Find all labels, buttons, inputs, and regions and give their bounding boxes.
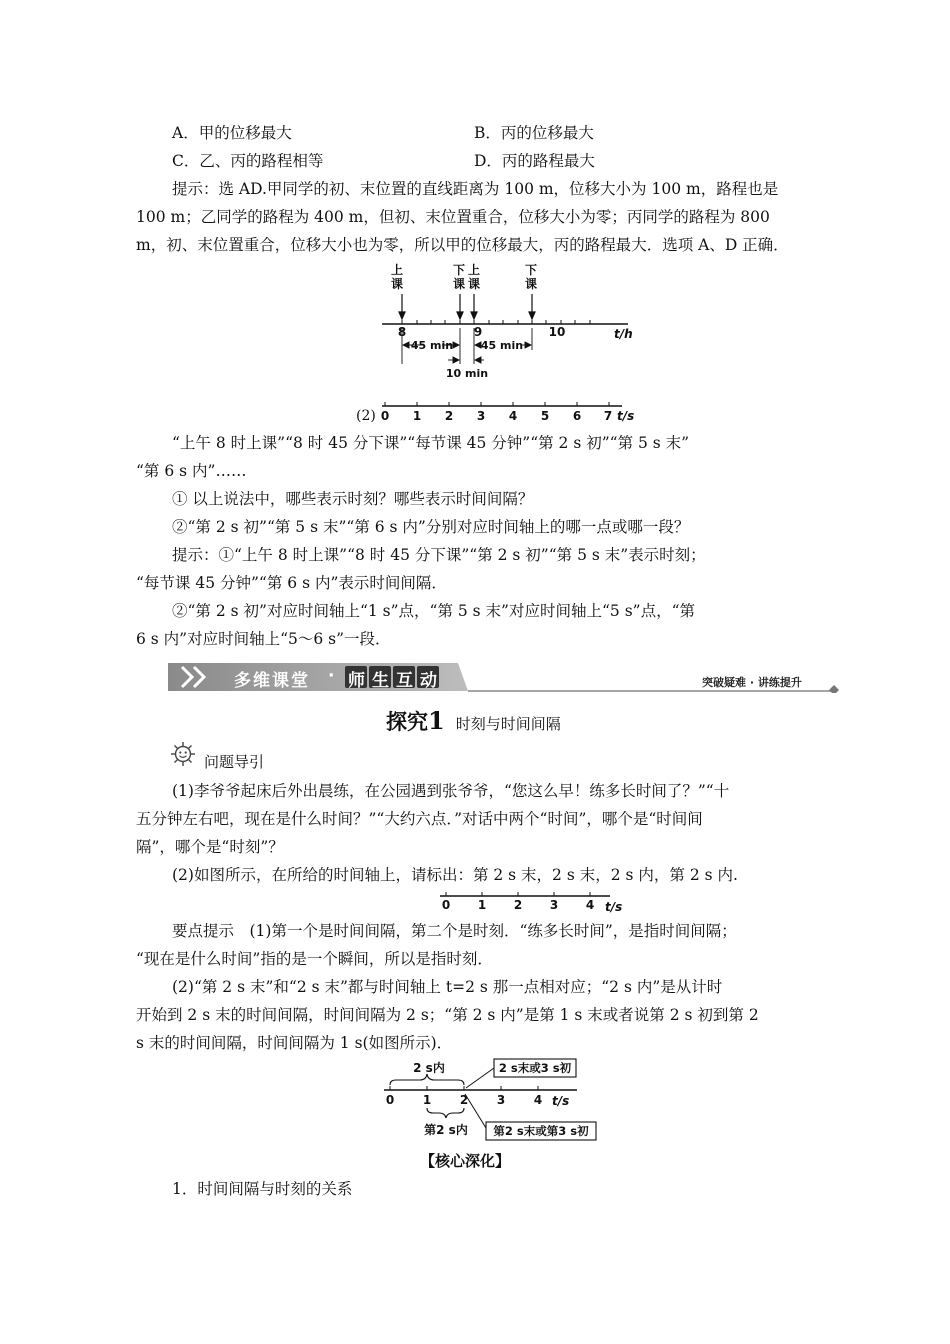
guide-line: 隔”，哪个是“时刻”？ xyxy=(136,838,284,856)
point-line: “现在是什么时间”指的是一个瞬间，所以是指时刻． xyxy=(136,950,493,968)
point-line: 要点提示 (1)第一个是时间间隔，第二个是时刻．“练多长时间”，是指时间间隔； xyxy=(172,922,737,940)
tick-label: 3 xyxy=(496,1093,506,1107)
point-line: s 末的时间间隔，时间间隔为 1 s(如图所示)． xyxy=(136,1034,453,1052)
hint-line: 提示：选 AD.甲同学的初、末位置的直线距离为 100 m，位移大小为 100 m，路程也是 xyxy=(172,180,779,198)
q2-line: “上午 8 时上课”“8 时 45 分下课”“每节课 45 分钟”“第 2 s 初”“第 5 s 末” xyxy=(172,434,690,452)
q2-line: 提示：①“上午 8 时上课”“8 时 45 分下课”“第 2 s 初”“第 5 s 末”表示时刻； xyxy=(172,546,706,564)
q2-line: ②“第 2 s 初”对应时间轴上“1 s”点，“第 5 s 末”对应时间轴上“5 s”点，“第 xyxy=(172,602,695,620)
tick-label: 1 xyxy=(422,1093,432,1107)
axis-label: t/s xyxy=(617,409,635,423)
tick-label: 8 xyxy=(397,325,407,339)
brace-2s xyxy=(390,1074,464,1085)
hint-line: m，初、末位置重合，位移大小也为零，所以甲的位移最大，丙的路程最大．选项 A、D 正确． xyxy=(136,236,789,254)
q2-line: “第 6 s 内”…… xyxy=(136,462,247,480)
brace-label: 2 s内 xyxy=(413,1061,445,1075)
figure-number: (2) xyxy=(356,408,376,424)
section-subtitle: 时刻与时间间隔 xyxy=(455,715,561,733)
tick-label: 2 xyxy=(513,898,523,912)
tick-label: 3 xyxy=(549,898,559,912)
q2-line: “每节课 45 分钟”“第 6 s 内”表示时间间隔． xyxy=(136,574,447,592)
tick-label: 6 xyxy=(572,409,582,423)
tick-label: 3 xyxy=(476,409,486,423)
guide-line: 五分钟左右吧，现在是什么时间？”“大约六点．”对话中两个“时间”，哪个是“时间间 xyxy=(136,810,703,828)
banner-title-left: 多维课堂 xyxy=(234,671,310,691)
guide-line: (1)李爷爷起床后外出晨练，在公园遇到张爷爷，“您这么早！练多长时间了？”“十 xyxy=(172,782,730,800)
banner-dot: · xyxy=(328,666,335,686)
callout-pointer xyxy=(465,1094,486,1128)
option-a: A．甲的位移最大 xyxy=(172,124,292,142)
axis-label: t/s xyxy=(605,900,623,914)
option-c: C．乙、丙的路程相等 xyxy=(172,152,324,170)
seconds-axis-figure xyxy=(352,398,642,428)
hint-line: 100 m；乙同学的路程为 400 m，但初、末位置重合，位移大小为零；丙同学的路程为 800 xyxy=(136,208,770,226)
section-banner xyxy=(168,661,840,693)
arrow-label: 上课 xyxy=(390,263,404,291)
callout-label: 2 s末或3 s初 xyxy=(498,1061,572,1075)
guide-label: 问题导引 xyxy=(204,753,265,771)
annotated-seconds-axis-figure xyxy=(372,1058,612,1144)
tick-label: 4 xyxy=(533,1093,543,1107)
guide-line: (2)如图所示，在所给的时间轴上，请标出：第 2 s 末，2 s 末，2 s 内，第 2 s 内. xyxy=(172,866,738,884)
banner-tagline: 突破疑难 · 讲练提升 xyxy=(702,676,802,689)
banner-title-right: 师生互动 xyxy=(348,671,444,691)
brace-label: 第2 s内 xyxy=(424,1123,468,1137)
diamond-icon xyxy=(829,685,839,693)
option-d: D．丙的路程最大 xyxy=(474,152,595,170)
core-item: 1．时间间隔与时刻的关系 xyxy=(172,1180,353,1198)
callout-pointer xyxy=(466,1068,494,1088)
core-title: 【核心深化】 xyxy=(420,1152,511,1170)
tick-label: 9 xyxy=(473,325,483,339)
point-line: 开始到 2 s 末的时间间隔，时间间隔为 2 s；“第 2 s 内”是第 1 s 末或者说第 2 s 初到第 2 xyxy=(136,1006,759,1024)
tick-label: 1 xyxy=(477,898,487,912)
point-line: (2)“第 2 s 末”和“2 s 末”都与时间轴上 t=2 s 那一点相对应；“2 s 内”是从计时 xyxy=(172,978,723,996)
sun-smiley-icon xyxy=(170,741,196,767)
axis-label: t/s xyxy=(552,1094,570,1108)
tick-label: 0 xyxy=(385,1093,395,1107)
tick-label: 10 xyxy=(548,325,566,339)
arrow-label: 下课 xyxy=(452,263,466,291)
tick-label: 4 xyxy=(508,409,518,423)
tick-label: 4 xyxy=(585,898,595,912)
tick-label: 0 xyxy=(380,409,390,423)
q2-line: ②“第 2 s 初”“第 5 s 末”“第 6 s 内”分别对应时间轴上的哪一点或哪一段？ xyxy=(172,518,690,536)
small-seconds-axis-figure xyxy=(432,888,637,914)
tick-label: 1 xyxy=(412,409,422,423)
section-title xyxy=(386,706,561,736)
class-timeline-figure xyxy=(370,258,640,383)
q2-line: 6 s 内”对应时间轴上“5～6 s”一段． xyxy=(136,630,391,648)
tick-label: 0 xyxy=(441,898,451,912)
tick-label: 7 xyxy=(603,409,613,423)
brace-2nd-second xyxy=(427,1108,464,1118)
tick-label: 2 xyxy=(459,1093,469,1107)
tick-label: 2 xyxy=(444,409,454,423)
callout-label: 第2 s末或第3 s初 xyxy=(493,1124,589,1138)
section-title-text: 探究 xyxy=(386,710,428,734)
arrow-label: 上课 xyxy=(467,263,481,291)
span-label: 10 min xyxy=(445,367,489,380)
span-label: 45 min xyxy=(480,339,524,352)
span-label: 45 min xyxy=(410,339,454,352)
arrow-label: 下课 xyxy=(524,263,538,291)
axis-label: t/h xyxy=(614,327,633,341)
option-b: B．丙的位移最大 xyxy=(474,124,594,142)
section-number: 1 xyxy=(428,706,445,735)
tick-label: 5 xyxy=(540,409,550,423)
q2-line: ① 以上说法中，哪些表示时刻？哪些表示时间间隔？ xyxy=(172,490,534,508)
